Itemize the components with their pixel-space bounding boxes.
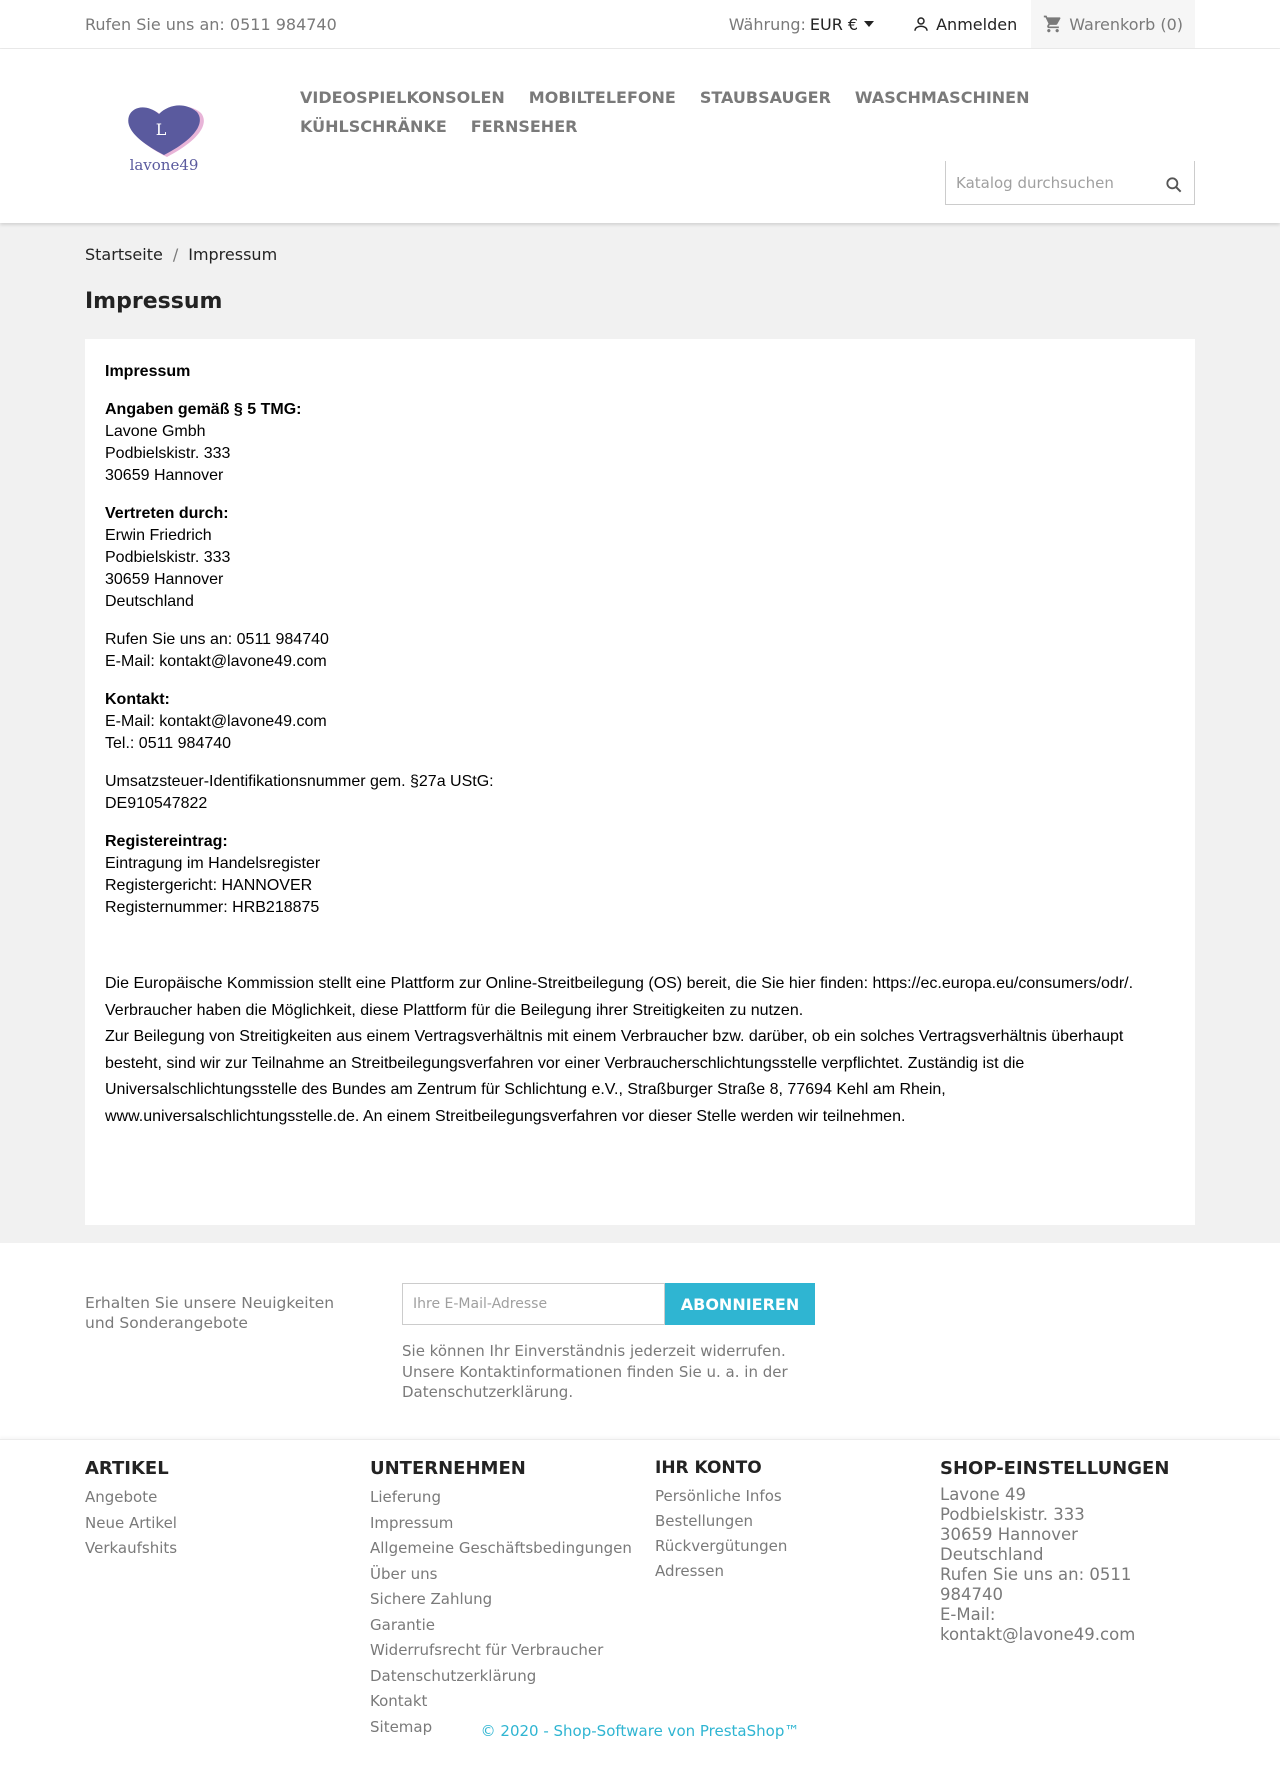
menu-item-waschmaschinen[interactable]: WASCHMASCHINEN bbox=[854, 88, 1030, 107]
shop-info-line: Deutschland bbox=[940, 1545, 1044, 1564]
main-menu bbox=[300, 83, 1170, 141]
footer-heading-shop-settings: SHOP-EINSTELLUNGEN bbox=[940, 1458, 1170, 1479]
caret-down-icon bbox=[864, 21, 874, 27]
newsletter-note: Sie können Ihr Einverständnis jederzeit widerrufen. Unsere Kontaktinformationen finden Sie u. a. in der Datenschutzerklärung. bbox=[402, 1342, 788, 1401]
copyright-link[interactable]: © 2020 - Shop-Software von PrestaShop™ bbox=[480, 1722, 800, 1740]
search-box bbox=[945, 161, 1195, 205]
rep-heading: Vertreten durch: bbox=[105, 505, 229, 522]
breadcrumb-separator: / bbox=[172, 245, 179, 264]
cart-button[interactable] bbox=[1031, 0, 1195, 48]
cart-icon bbox=[1043, 14, 1063, 34]
heart-logo-icon bbox=[109, 95, 219, 175]
footer-link-sitemap[interactable]: Sitemap bbox=[370, 1717, 433, 1736]
footer-link-datenschutz[interactable]: Datenschutzerklärung bbox=[370, 1666, 537, 1685]
section-vat: Umsatzsteuer-Identifikationsnummer gem. §27a UStG: DE910547822 bbox=[105, 773, 494, 812]
shop-info-email[interactable]: E-Mail: kontakt@lavone49.com bbox=[940, 1605, 1136, 1644]
footer-link-adressen[interactable]: Adressen bbox=[655, 1562, 724, 1580]
signin-link[interactable] bbox=[912, 15, 1017, 34]
footer-col-account bbox=[655, 1458, 787, 1584]
newsletter-block bbox=[85, 1243, 1195, 1439]
tmg-heading: Angaben gemäß § 5 TMG: bbox=[105, 401, 302, 418]
menu-item-fernseher[interactable]: FERNSEHER bbox=[470, 117, 578, 136]
svg-text:L: L bbox=[155, 120, 167, 139]
section-contact: Kontakt: E-Mail: kontakt@lavone49.com Tel.: 0511 984740 bbox=[105, 691, 327, 752]
contact-heading: Kontakt: bbox=[105, 691, 170, 708]
section-dispute: Die Europäische Kommission stellt eine Plattform zur Online-Streitbeilegung (OS) bereit, die Sie hier finden: https://ec.europa.eu/consumers/odr/. Verbraucher haben die Möglichkeit, diese Plattform für die Beilegung ihrer Streitigkeiten zu nutzen. Zur Beilegung von Streitigkeiten aus einem Vertragsverhältnis mit einem Verbraucher bzw. darüber, ob ein solches Vertragsverhältnis überhaupt besteht, sind wir zur Teilnahme an Streitbeilegungsverfahren vor einer Verbraucherschlichtungsstelle verpflichtet. Zuständig ist die Universalschlichtungsstelle des Bundes am Zentrum für Schlichtung e.V., Straßburger Straße 8, 77694 Kehl am Rhein, www.universalschlichtungsstelle.de. An einem Streitbeilegungsverfahren vor dieser Stelle werden wir teilnehmen. bbox=[105, 975, 1134, 1125]
footer-link-rueckverguetungen[interactable]: Rückvergütungen bbox=[655, 1537, 788, 1555]
menu-item-kuehlschraenke[interactable]: KÜHLSCHRÄNKE bbox=[300, 117, 447, 136]
footer-heading-account[interactable]: IHR KONTO bbox=[655, 1458, 762, 1478]
signin-label: Anmelden bbox=[936, 14, 1018, 34]
section-tmg: Angaben gemäß § 5 TMG: Lavone Gmbh Podbielskistr. 333 30659 Hannover bbox=[105, 401, 302, 484]
svg-text:lavone49: lavone49 bbox=[129, 156, 199, 174]
breadcrumb-home[interactable]: Startseite bbox=[85, 245, 163, 264]
search-input[interactable] bbox=[946, 173, 1158, 193]
footer-col-company bbox=[370, 1458, 632, 1740]
footer-heading-articles: ARTIKEL bbox=[85, 1458, 169, 1479]
breadcrumb bbox=[85, 223, 1195, 275]
header-main bbox=[0, 49, 1280, 223]
footer-col-articles bbox=[85, 1458, 177, 1562]
footer-link-ueber-uns[interactable]: Über uns bbox=[370, 1564, 438, 1583]
footer-link-bestellungen[interactable]: Bestellungen bbox=[655, 1512, 754, 1530]
cart-label: Warenkorb (0) bbox=[1069, 14, 1183, 34]
footer-link-garantie[interactable]: Garantie bbox=[370, 1615, 435, 1634]
header-topbar bbox=[0, 0, 1280, 49]
footer-link-kontakt[interactable]: Kontakt bbox=[370, 1692, 428, 1710]
footer-link-sichere-zahlung[interactable]: Sichere Zahlung bbox=[370, 1590, 493, 1608]
contact-text: Rufen Sie uns an: 0511 984740 bbox=[85, 14, 337, 34]
footer-link-angebote[interactable]: Angebote bbox=[85, 1488, 158, 1506]
menu-item-mobiltelefone[interactable]: MOBILTELEFONE bbox=[528, 88, 676, 107]
footer-link-persoenliche-infos[interactable]: Persönliche Infos bbox=[655, 1487, 782, 1505]
footer-link-widerrufsrecht[interactable]: Widerrufsrecht für Verbraucher bbox=[370, 1641, 604, 1659]
menu-item-videospielkonsolen[interactable]: VIDEOSPIELKONSOLEN bbox=[300, 88, 505, 107]
breadcrumb-current[interactable]: Impressum bbox=[188, 245, 278, 264]
footer-link-verkaufshits[interactable]: Verkaufshits bbox=[85, 1539, 178, 1557]
footer bbox=[0, 1439, 1280, 1780]
footer-link-agb[interactable]: Allgemeine Geschäftsbedingungen bbox=[370, 1539, 632, 1557]
main-wrapper bbox=[0, 223, 1280, 1243]
footer-link-lieferung[interactable]: Lieferung bbox=[370, 1488, 441, 1506]
page-title: Impressum bbox=[85, 289, 223, 314]
content-card bbox=[85, 339, 1195, 1225]
currency-label: Währung: bbox=[728, 14, 806, 34]
currency-selector[interactable] bbox=[729, 15, 874, 34]
shop-info-line: 30659 Hannover bbox=[940, 1525, 1078, 1544]
register-heading: Registereintrag: bbox=[105, 833, 228, 850]
section-representative: Vertreten durch: Erwin Friedrich Podbielskistr. 333 30659 Hannover Deutschland bbox=[105, 505, 231, 610]
section-register: Registereintrag: Eintragung im Handelsregister Registergericht: HANNOVER Registernummer: HRB218875 bbox=[105, 833, 321, 916]
footer-link-impressum[interactable]: Impressum bbox=[370, 1513, 454, 1532]
shop-info-line: Rufen Sie uns an: 0511 984740 bbox=[940, 1565, 1132, 1604]
footer-heading-company: UNTERNEHMEN bbox=[370, 1458, 526, 1479]
newsletter-label: Erhalten Sie unsere Neuigkeiten und Sonderangebote bbox=[85, 1294, 335, 1332]
menu-item-staubsauger[interactable]: STAUBSAUGER bbox=[699, 88, 831, 107]
shop-logo[interactable] bbox=[109, 95, 219, 175]
content-title: Impressum bbox=[105, 363, 191, 380]
currency-value: EUR € bbox=[809, 14, 859, 34]
section-call: Rufen Sie uns an: 0511 984740 E-Mail: kontakt@lavone49.com bbox=[105, 631, 329, 670]
subscribe-button[interactable]: ABONNIEREN bbox=[665, 1283, 815, 1325]
shop-info-line: Lavone 49 bbox=[940, 1485, 1027, 1504]
search-icon[interactable] bbox=[1164, 175, 1184, 195]
footer-link-neue-artikel[interactable]: Neue Artikel bbox=[85, 1513, 177, 1532]
newsletter-email-input[interactable] bbox=[402, 1283, 665, 1325]
footer-col-shop-settings bbox=[940, 1458, 1195, 1645]
user-icon bbox=[912, 15, 930, 33]
shop-info-line: Podbielskistr. 333 bbox=[940, 1505, 1085, 1524]
